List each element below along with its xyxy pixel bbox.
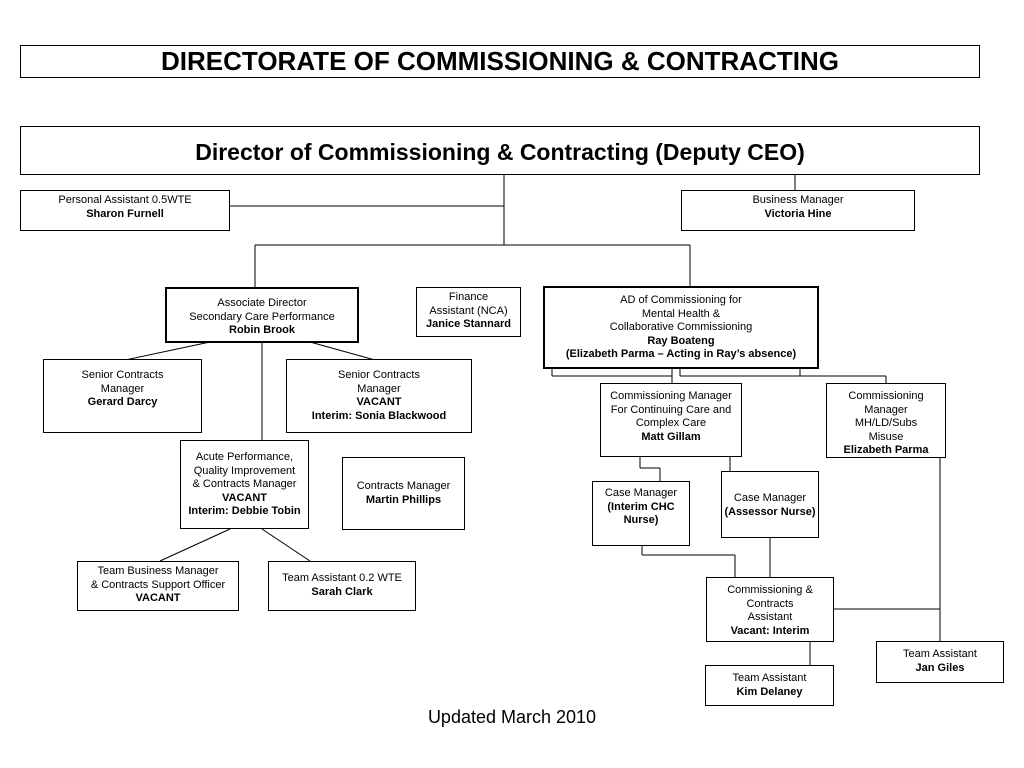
person-name: Elizabeth Parma (843, 444, 929, 456)
person-name: Nurse) (623, 514, 659, 526)
role-label: For Continuing Care and (610, 403, 732, 416)
role-label: Contracts Manager (356, 480, 451, 492)
role-label: Case Manager (604, 487, 678, 499)
senior-contracts-manager-box (43, 359, 202, 433)
role-label: Collaborative Commissioning (609, 321, 753, 333)
associate-director-box (165, 287, 359, 343)
role-label: Manager (357, 382, 401, 395)
person-name: Robin Brook (229, 324, 295, 336)
role-label: Team Business Manager (97, 565, 219, 577)
person-name: VACANT (135, 592, 181, 604)
role-label: Misuse (868, 430, 904, 443)
case-manager-assessor-box (721, 471, 819, 538)
role-label: Acute Performance, (195, 451, 294, 463)
role-label: Complex Care (635, 417, 707, 429)
role-label: Contracts (746, 597, 794, 610)
role-label: Assistant (747, 611, 793, 623)
role-label: MH/LD/Subs (854, 417, 918, 429)
ad-commissioning-box (543, 286, 819, 369)
interim-name: Interim: Debbie Tobin (188, 505, 301, 517)
person-name: Martin Phillips (365, 493, 442, 506)
person-name: VACANT (221, 491, 267, 504)
case-manager-chc-box (592, 481, 690, 546)
role-label: Commissioning Manager (610, 390, 732, 402)
role-label: Commissioning & (727, 584, 813, 596)
senior-contracts-manager-vacant-box (286, 359, 472, 433)
team-business-manager-box (77, 561, 239, 611)
team-assistant-kim-box (705, 665, 834, 706)
person-name: VACANT (356, 396, 402, 408)
commissioning-manager-mh-box (826, 383, 946, 458)
person-name: Gerard Darcy (87, 396, 158, 408)
person-name: Sarah Clark (311, 585, 373, 598)
role-label: Team Assistant (903, 648, 977, 660)
role-label: Assistant (NCA) (429, 304, 508, 317)
person-name: Vacant: Interim (730, 624, 810, 637)
role-label: Senior Contracts (81, 369, 164, 381)
updated-date: Updated March 2010 (427, 707, 597, 727)
role-label: Business Manager (752, 194, 844, 206)
person-name: Victoria Hine (764, 207, 832, 220)
acting-note: (Elizabeth Parma – Acting in Ray’s absence) (565, 348, 797, 360)
team-assistant-jan-box (876, 641, 1004, 683)
person-name: Ray Boateng (647, 334, 715, 347)
person-name: Matt Gillam (641, 430, 701, 443)
person-name: Janice Stannard (426, 318, 511, 330)
team-assistant-box (268, 561, 416, 611)
role-label: Senior Contracts (338, 369, 420, 381)
directorate-banner: DIRECTORATE OF COMMISSIONING & CONTRACTING (20, 45, 980, 78)
personal-assistant-box (20, 190, 230, 231)
role-label: Manager (864, 403, 908, 416)
contracts-manager-box (342, 457, 465, 530)
role-label: Manager (100, 382, 145, 395)
role-label: Secondary Care Performance (189, 310, 335, 323)
finance-assistant-box (416, 287, 521, 337)
role-label: Commissioning (848, 390, 924, 402)
person-name: Sharon Furnell (86, 207, 164, 220)
person-name: Kim Delaney (736, 685, 803, 698)
commissioning-contracts-assistant-box (706, 577, 834, 642)
role-label: Case Manager (733, 492, 807, 504)
role-label: Team Assistant (732, 672, 807, 684)
role-label: Personal Assistant 0.5WTE (58, 194, 192, 206)
interim-name: Interim: Sonia Blackwood (311, 409, 447, 422)
role-label: Quality Improvement (193, 464, 296, 477)
role-label: Mental Health & (641, 307, 721, 320)
acute-performance-box (180, 440, 309, 529)
director-box: Director of Commissioning & Contracting (Deputy CEO) (20, 126, 980, 175)
role-label: Associate Director (217, 297, 307, 309)
role-label: Finance (448, 291, 489, 303)
role-label: & Contracts Manager (192, 478, 297, 490)
person-name: (Interim CHC (607, 500, 675, 513)
role-label: AD of Commissioning for (620, 294, 742, 306)
commissioning-manager-continuing-care-box (600, 383, 742, 457)
role-label: & Contracts Support Officer (90, 578, 226, 591)
role-label: Team Assistant 0.2 WTE (282, 572, 402, 584)
person-name: Jan Giles (915, 661, 965, 674)
person-name: (Assessor Nurse) (724, 505, 816, 518)
business-manager-box (681, 190, 915, 231)
